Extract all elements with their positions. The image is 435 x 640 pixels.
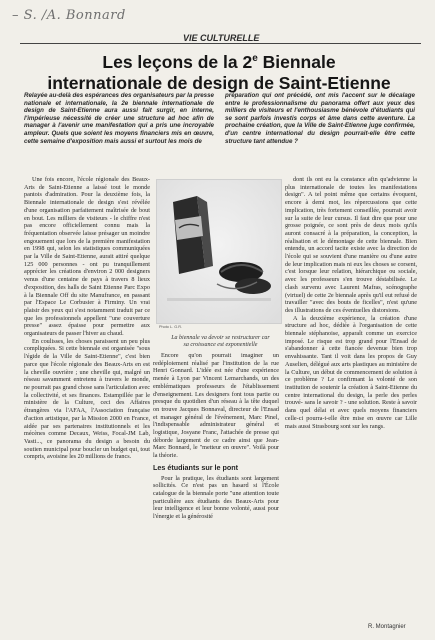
author-signature: R. Montagnier [368, 624, 406, 630]
col2b-paragraph: Pour la pratique, les étudiants sont largement sollicités. Ce n'est pas un hasard si l'École catalogue de la biennale porte "une attention toute particulière aux étudiants des Beaux-Arts pour leur intelligence et leur bonne volonté, aussi pour l'énergie et la générosité [153, 474, 279, 521]
article-title [24, 48, 414, 94]
rubric-rule [20, 43, 421, 44]
photo-illustration [157, 180, 281, 323]
photo-credit: Photo L. G.R. [159, 325, 183, 329]
col3-paragraph: dont ils ont eu la constance afin qu'advienne la plus internationale de toutes les manifestations design". A tel point même que certains évoquent, encore à demi mot, les répercussions que cette implication, très fortement conseillée, pourrait avoir sur la suite de leur cursus. Il faut dire que pour une grosse poignée, ce sont près de deux mois qu'ils auront consacré à la préparation, la conception, la réalisation et le démontage de cette biennale. Bien entendu, un accord tacite existe avec la direction de l'école qui se souvient d'une manière ou d'une autre de leur implication mais ni eux les choses se corsent, c'est lorsque leur relation, hiérarchique ou sociale, avec les professeurs s'en trouve déstabilisée. Le clash survenu avec Laurent Mafras, scénographe (virtuel) de cette 2e biennale après qu'il eut refusé de travailler "avec des bouts de ficelles", n'est qu'une des illustrations de ces éventuelles distorsions. [285, 176, 417, 314]
col2-paragraph: Encore qu'on pourrait imaginer un redéploiement réalisé par l'institution de la rue Henri Gonnard. L'idée est née d'une expérience menée à Lyon par Vincent Lemarchands, un des emblématiques professeurs de l'établissement d'enseignement. Les designers font tous partie ou presque du quotidien d'un réseau à la tête duquel on trouve Jacques Bonnaval, directeur de l'Ensad et manager général de l'événement, Marc Pinel, l'indispensable administrateur général et logistique, Josyane Franc, l'attachée de presse qui déborde largement de ce cadre ainsi que Jean-Marc Bonnard, le "metteur en œuvre". Voilà pour la théorie. [153, 352, 279, 460]
col3-paragraph: A la deuxième expérience, la création d'une structure ad hoc, dédiée à l'organisation de cette biennale stéphanoise, apparaît comme un exercice imposé. Le risque est trop grand pour l'Ensad de s'abandonner à cette fiancée devenue bien trop envahissante. Tant il voit dans les propos de Guy Auselien, délégué aux arts plastiques au ministère de la Culture, un début de commencement de solution à ce problème ? Le confirmant la volonté de son institution de soutenir la création à Saint-Etienne du centre international du design, la perle des perles trouvé- sans le savoir ? - une solution. Reste à savoir dans quel délai et avec quels moyens financiers celle-ci pourra-t-elle être mise en œuvre car Lille mais aussi Strasbourg sont sur les rangs. [285, 314, 417, 430]
section-rubric: VIE CULTURELLE [183, 33, 260, 43]
column-2 [153, 352, 279, 521]
title-line1-sup: e [252, 53, 258, 64]
title-line1-post: Biennale [257, 51, 336, 72]
handwritten-note: – S. /A. Bonnard [12, 8, 126, 23]
chapeau-left: Relayée au-delà des espérances des organisateurs par la presse nationale et internationale, la 2e biennale internationale de design de Saint-Etienne aura aussi fait surgir, en interne, l'impérieuse nécessité de créer une structure ad hoc afin de manager à l'avenir une manifestation qui a pris une incroyable ampleur. Quels que soient les moyens financiers mis en œuvre, cette semaine d'exposition mais aussi et surtout les mois de [24, 92, 214, 145]
column-1 [24, 176, 150, 461]
subheading: Les étudiants sur le pont [153, 462, 239, 472]
col1-paragraph: Une fois encore, l'école régionale des Beaux-Arts de Saint-Etienne a laissé tout le monde pantois d'admiration. Pour la deuxième fois, la Biennale internationale de design s'est révélée d'une organisation parfaitement maîtrisée de bout en bout. Les milliers de visiteurs - le chiffre n'est pas encore officiellement connu mais la fréquentation observée laisse présager un moindre engouement que lors de la première manifestation en 1998 qui, selon les statistiques communiquées par la Ville de Saint-Etienne, aurait attiré quelque 125 000 personnes - ont pu tranquillement apprécier les créations d'environ 2 000 designers venus d'une centaine de pays à travers 8 lieux d'exposition, des halls de Saint Etienne Parc Expo à la Biennale Off du site Manufrance, en passant par l'Espace Le Corbusier à Firminy. Un vrai plaisir des yeux qui s'est notamment traduit par ce que les professionnels appellent "une couverture presse" assez épaisse pour permettre aux organisateurs de passer l'hiver au chaud. [24, 176, 150, 338]
title-line2: internationale de design de Saint-Etienne [47, 72, 391, 93]
photo-caption: La biennale va devoir se restructurer car sa croissance est exponentielle [171, 335, 270, 348]
title-line1-pre: Les leçons de la 2 [102, 51, 253, 72]
col1-paragraph: En coulisses, les choses paraissent un peu plus compliquées. Si cette biennale est organisée "sous l'égide de la Ville de Saint-Etienne", c'est bien parce que l'école régionale des Beaux-Arts en est la cheville ouvrière ; une cheville qui, malgré un réseau savamment entretenu à travers le monde, ne pourrait pas grand chose sans l'articulation avec la collectivité, et ses finances. Estampillée par le ministère de la Culture, ceci des Affaires étrangères via l'AFAA, l'Association française d'action artistique, par la Mission 2000 en France, aidée par ses partenaires institutionnels et les mécènes comme Decaux, Weiss, Focal-JM Lab, Vasti..., ce panorama du design a besoin du soutien municipal pour boucler un budget qui, tout compris, avoisine les 20 millions de francs. [24, 337, 150, 461]
column-3 [285, 176, 417, 430]
article-photo [156, 179, 282, 324]
chapeau-right: préparation qui ont précédé, ont mis l'accent sur le décalage entre le professionnalisme du panorama offert aux yeux des milliers de visiteurs et l'enthousiasme bénévole d'étudiants qui se sont parfois investis corps et âme dans cette aventure. La prochaine création, que la Ville de Saint-Etienne juge confirmée, d'un centre international du design pourrait-elle être cette structure tant attendue ? [225, 92, 415, 145]
